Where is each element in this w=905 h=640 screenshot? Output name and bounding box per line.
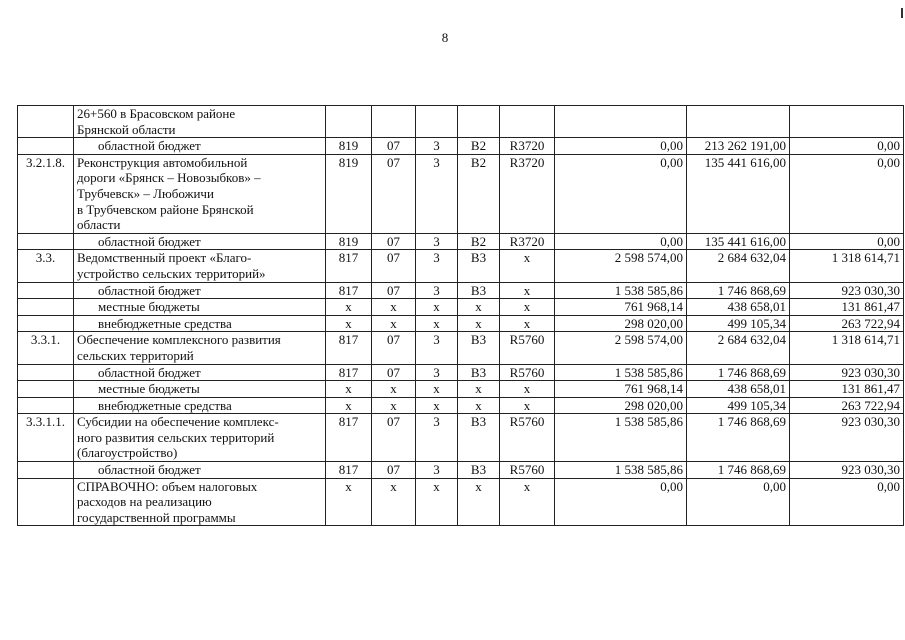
value-year-3: 923 030,30 <box>790 414 904 462</box>
value-year-1: 0,00 <box>555 154 687 233</box>
code-section <box>372 106 416 138</box>
row-number: 3.2.1.8. <box>18 154 74 233</box>
table-row <box>18 397 904 414</box>
code-target: х <box>500 315 555 332</box>
value-year-1: 0,00 <box>555 478 687 526</box>
code-subsection: 3 <box>416 154 458 233</box>
code-admin: 819 <box>326 233 372 250</box>
page-number: 8 <box>441 30 449 45</box>
row-name: внебюджетные средства <box>74 315 326 332</box>
value-year-3: 131 861,47 <box>790 381 904 398</box>
code-target: R3720 <box>500 233 555 250</box>
row-number <box>18 282 74 299</box>
value-year-1: 298 020,00 <box>555 315 687 332</box>
code-target: R5760 <box>500 332 555 364</box>
row-number <box>18 462 74 479</box>
code-admin: 817 <box>326 250 372 282</box>
value-year-3: 923 030,30 <box>790 364 904 381</box>
value-year-3: 0,00 <box>790 233 904 250</box>
row-number <box>18 478 74 526</box>
code-subsection: х <box>416 315 458 332</box>
value-year-3: 0,00 <box>790 478 904 526</box>
code-admin: 817 <box>326 414 372 462</box>
code-subsection: х <box>416 478 458 526</box>
table-row <box>18 106 904 138</box>
value-year-1: 298 020,00 <box>555 397 687 414</box>
code-project: В3 <box>458 250 500 282</box>
code-subsection: х <box>416 381 458 398</box>
code-section: 07 <box>372 233 416 250</box>
value-year-1: 1 538 585,86 <box>555 462 687 479</box>
code-subsection: 3 <box>416 364 458 381</box>
code-section: 07 <box>372 138 416 155</box>
code-target: х <box>500 478 555 526</box>
value-year-2: 1 746 868,69 <box>687 462 790 479</box>
code-project: В2 <box>458 233 500 250</box>
row-name: СПРАВОЧНО: объем налоговых расходов на реализацию государственной программы <box>74 478 326 526</box>
value-year-3: 131 861,47 <box>790 299 904 316</box>
code-target: R5760 <box>500 462 555 479</box>
code-admin <box>326 106 372 138</box>
row-number: 3.3.1. <box>18 332 74 364</box>
row-number: 3.3. <box>18 250 74 282</box>
row-number <box>18 315 74 332</box>
table-row <box>18 414 904 462</box>
code-target <box>500 106 555 138</box>
code-section: 07 <box>372 332 416 364</box>
table-row <box>18 364 904 381</box>
code-target: х <box>500 299 555 316</box>
value-year-3: 923 030,30 <box>790 282 904 299</box>
value-year-2 <box>687 106 790 138</box>
code-project: В3 <box>458 414 500 462</box>
code-target: х <box>500 282 555 299</box>
code-admin: х <box>326 299 372 316</box>
code-admin: 819 <box>326 138 372 155</box>
code-project: В3 <box>458 364 500 381</box>
row-name: областной бюджет <box>74 138 326 155</box>
table-row <box>18 462 904 479</box>
code-subsection: 3 <box>416 462 458 479</box>
code-project: В2 <box>458 138 500 155</box>
code-section: 07 <box>372 250 416 282</box>
row-name: Субсидии на обеспечение комплекс- ного развития сельских территорий (благоустройство) <box>74 414 326 462</box>
code-subsection: х <box>416 397 458 414</box>
row-number: 3.3.1.1. <box>18 414 74 462</box>
row-name: внебюджетные средства <box>74 397 326 414</box>
code-project: х <box>458 397 500 414</box>
code-project: х <box>458 315 500 332</box>
row-name: областной бюджет <box>74 364 326 381</box>
code-section: х <box>372 478 416 526</box>
code-section: х <box>372 381 416 398</box>
code-target: R3720 <box>500 138 555 155</box>
code-subsection: 3 <box>416 282 458 299</box>
value-year-2: 499 105,34 <box>687 315 790 332</box>
value-year-3: 1 318 614,71 <box>790 250 904 282</box>
row-name: Ведомственный проект «Благо- устройство сельских территорий» <box>74 250 326 282</box>
code-admin: 817 <box>326 364 372 381</box>
table-row <box>18 138 904 155</box>
code-project: х <box>458 381 500 398</box>
code-subsection: 3 <box>416 250 458 282</box>
row-name: Обеспечение комплексного развития сельских территорий <box>74 332 326 364</box>
code-section: 07 <box>372 282 416 299</box>
code-project: В3 <box>458 332 500 364</box>
row-number <box>18 106 74 138</box>
code-project <box>458 106 500 138</box>
code-subsection: х <box>416 299 458 316</box>
value-year-1: 2 598 574,00 <box>555 332 687 364</box>
row-number <box>18 364 74 381</box>
code-section: х <box>372 315 416 332</box>
value-year-3: 0,00 <box>790 138 904 155</box>
code-subsection: 3 <box>416 138 458 155</box>
value-year-2: 213 262 191,00 <box>687 138 790 155</box>
table-row <box>18 250 904 282</box>
code-subsection: 3 <box>416 414 458 462</box>
table-row <box>18 332 904 364</box>
table-row <box>18 381 904 398</box>
code-project: В2 <box>458 154 500 233</box>
value-year-1: 2 598 574,00 <box>555 250 687 282</box>
code-project: х <box>458 478 500 526</box>
code-target: х <box>500 381 555 398</box>
code-project: В3 <box>458 282 500 299</box>
code-target: х <box>500 250 555 282</box>
table-row <box>18 299 904 316</box>
value-year-2: 1 746 868,69 <box>687 414 790 462</box>
value-year-3: 923 030,30 <box>790 462 904 479</box>
row-number <box>18 138 74 155</box>
code-admin: 817 <box>326 282 372 299</box>
code-section: х <box>372 397 416 414</box>
table-row <box>18 282 904 299</box>
value-year-3: 263 722,94 <box>790 315 904 332</box>
table-row <box>18 315 904 332</box>
row-name: местные бюджеты <box>74 381 326 398</box>
row-number <box>18 381 74 398</box>
value-year-2: 135 441 616,00 <box>687 233 790 250</box>
code-target: R3720 <box>500 154 555 233</box>
table-row <box>18 154 904 233</box>
code-admin: 817 <box>326 332 372 364</box>
value-year-1: 761 968,14 <box>555 299 687 316</box>
code-admin: 819 <box>326 154 372 233</box>
budget-table <box>17 105 904 526</box>
code-project: х <box>458 299 500 316</box>
code-target: R5760 <box>500 414 555 462</box>
code-target: х <box>500 397 555 414</box>
code-project: В3 <box>458 462 500 479</box>
code-subsection: 3 <box>416 332 458 364</box>
value-year-2: 135 441 616,00 <box>687 154 790 233</box>
value-year-2: 438 658,01 <box>687 381 790 398</box>
value-year-2: 499 105,34 <box>687 397 790 414</box>
value-year-3: 263 722,94 <box>790 397 904 414</box>
scan-edge-mark <box>901 8 903 18</box>
row-name: местные бюджеты <box>74 299 326 316</box>
row-name: областной бюджет <box>74 233 326 250</box>
code-admin: х <box>326 397 372 414</box>
code-admin: 817 <box>326 462 372 479</box>
value-year-1: 0,00 <box>555 233 687 250</box>
row-name: 26+560 в Брасовском районе Брянской области <box>74 106 326 138</box>
code-section: х <box>372 299 416 316</box>
row-name: областной бюджет <box>74 462 326 479</box>
code-section: 07 <box>372 414 416 462</box>
code-section: 07 <box>372 462 416 479</box>
value-year-2: 0,00 <box>687 478 790 526</box>
value-year-2: 1 746 868,69 <box>687 282 790 299</box>
value-year-1: 761 968,14 <box>555 381 687 398</box>
value-year-2: 438 658,01 <box>687 299 790 316</box>
value-year-3 <box>790 106 904 138</box>
code-target: R5760 <box>500 364 555 381</box>
value-year-1: 1 538 585,86 <box>555 414 687 462</box>
value-year-2: 1 746 868,69 <box>687 364 790 381</box>
value-year-3: 1 318 614,71 <box>790 332 904 364</box>
code-subsection: 3 <box>416 233 458 250</box>
table-row <box>18 233 904 250</box>
row-number <box>18 397 74 414</box>
value-year-1 <box>555 106 687 138</box>
row-number <box>18 233 74 250</box>
value-year-1: 1 538 585,86 <box>555 364 687 381</box>
value-year-2: 2 684 632,04 <box>687 250 790 282</box>
code-section: 07 <box>372 154 416 233</box>
row-name: областной бюджет <box>74 282 326 299</box>
code-admin: х <box>326 381 372 398</box>
code-admin: х <box>326 315 372 332</box>
row-number <box>18 299 74 316</box>
code-subsection <box>416 106 458 138</box>
value-year-3: 0,00 <box>790 154 904 233</box>
value-year-1: 0,00 <box>555 138 687 155</box>
code-section: 07 <box>372 364 416 381</box>
row-name: Реконструкция автомобильной дороги «Брянск – Новозыбков» – Трубчевск» – Любожичи в Трубчевском районе Брянской области <box>74 154 326 233</box>
value-year-2: 2 684 632,04 <box>687 332 790 364</box>
table-row <box>18 478 904 526</box>
value-year-1: 1 538 585,86 <box>555 282 687 299</box>
code-admin: х <box>326 478 372 526</box>
